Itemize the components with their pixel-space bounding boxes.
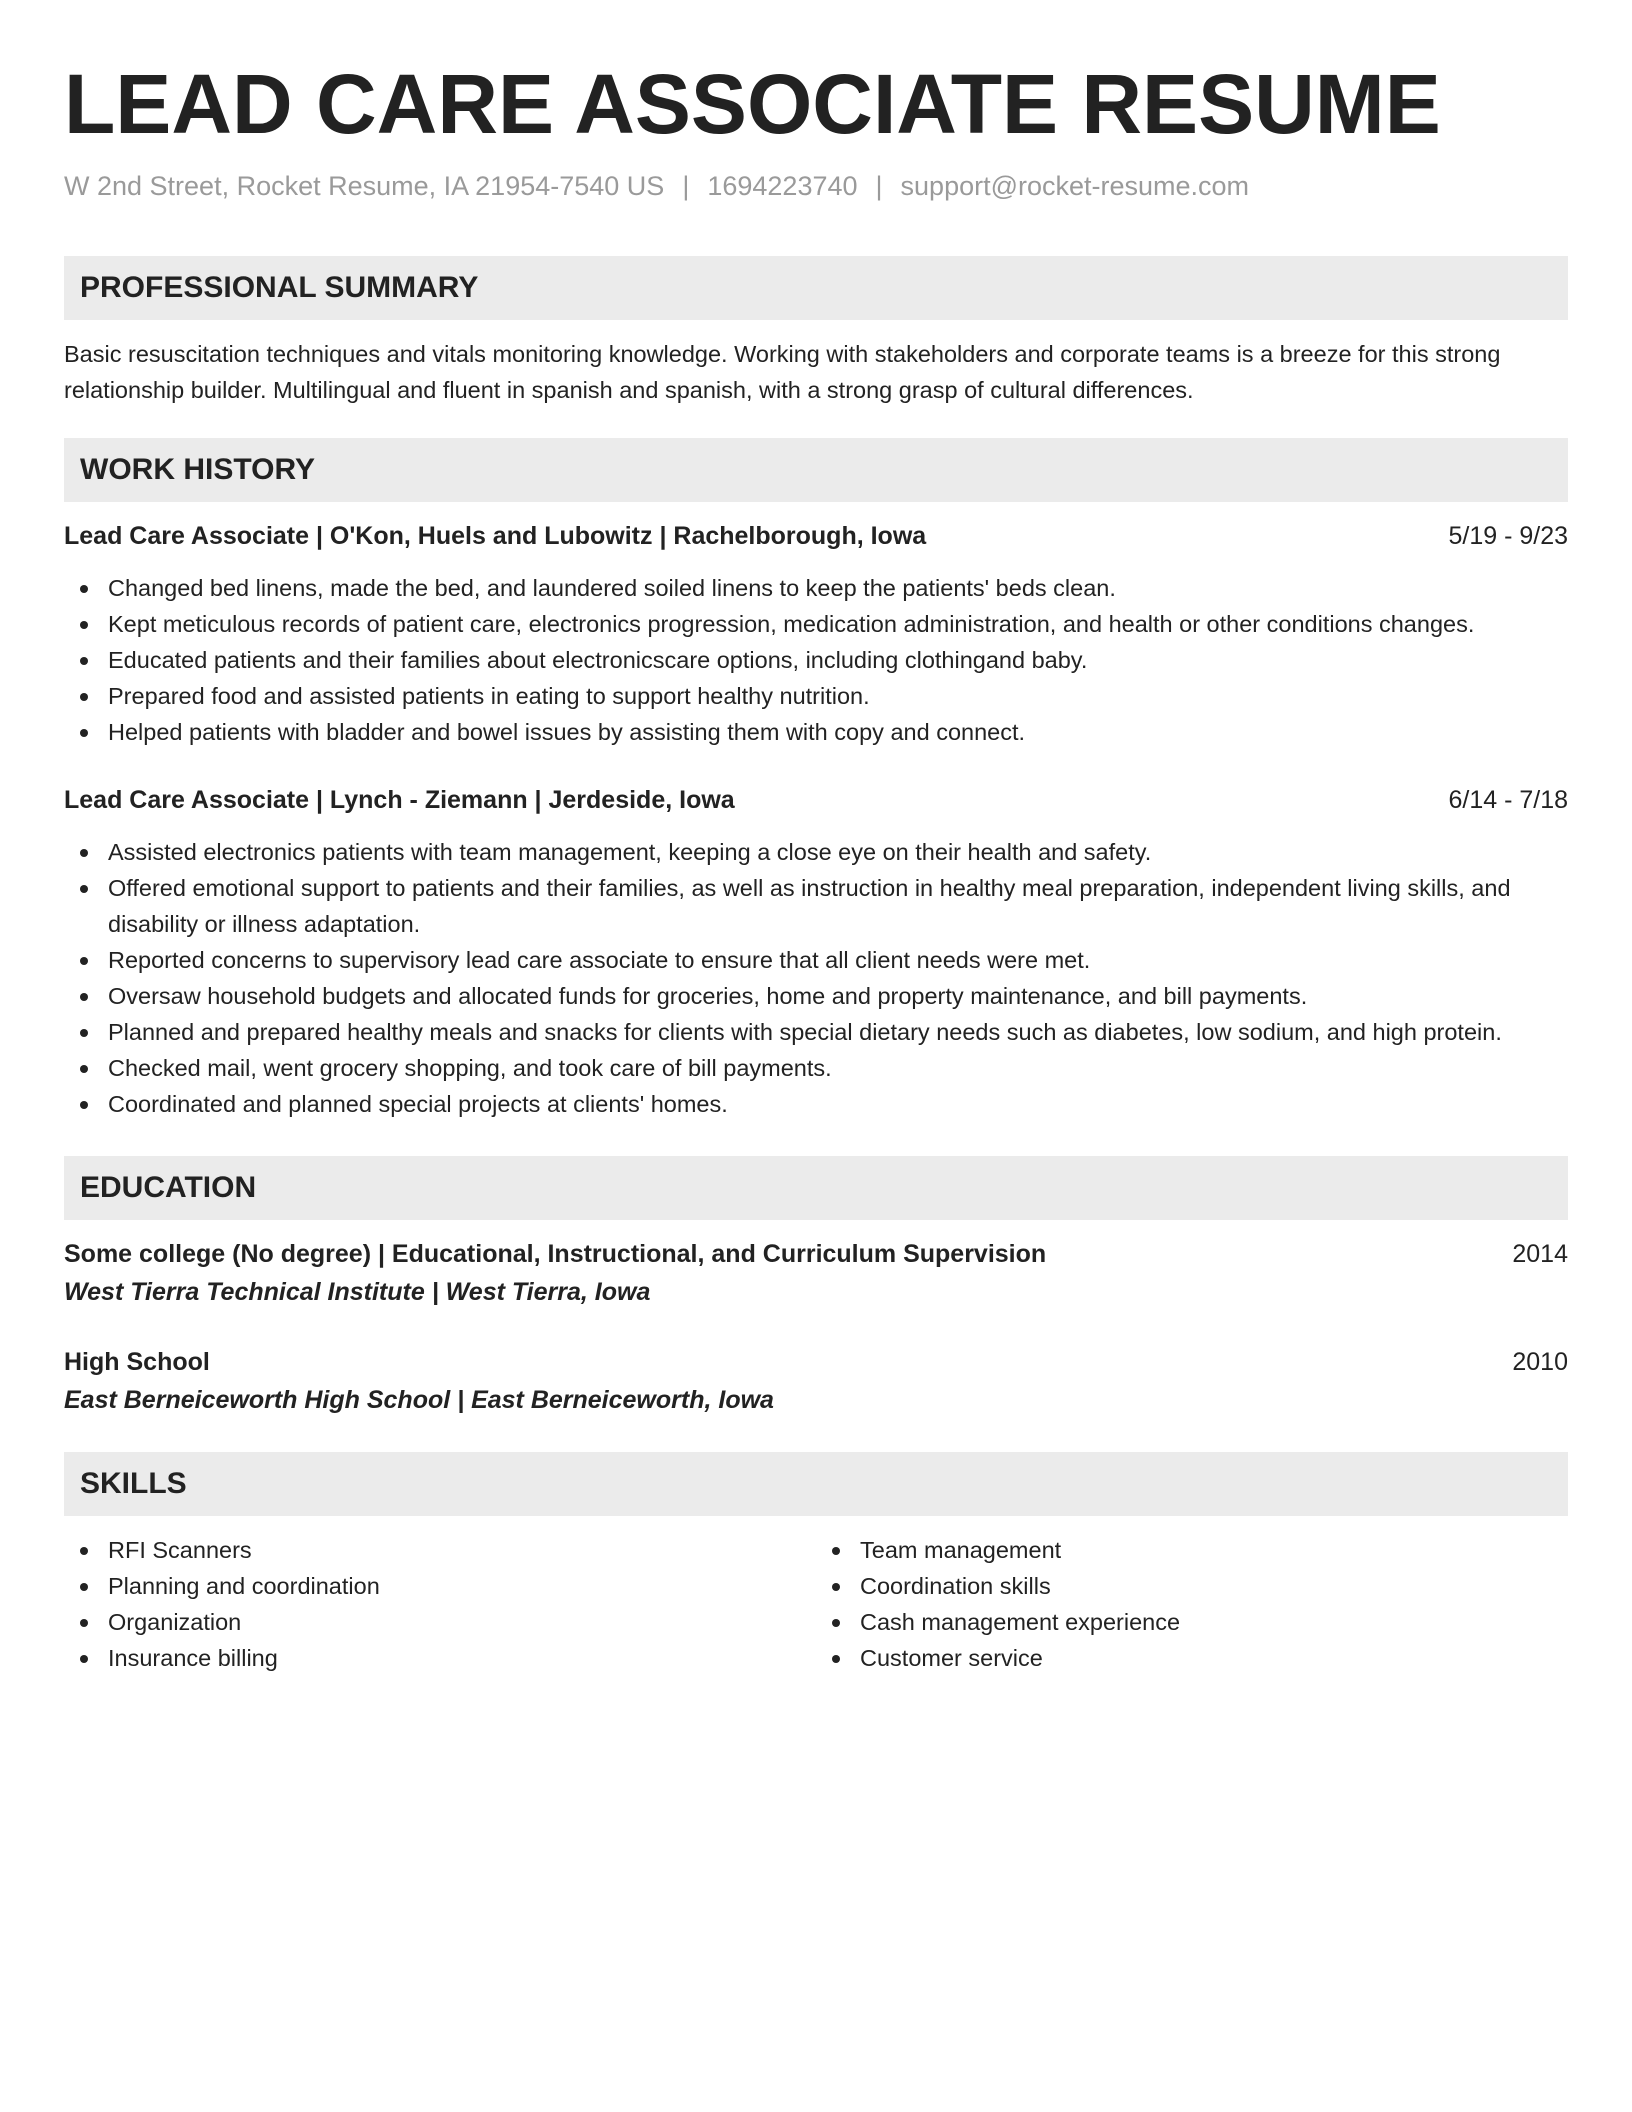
contact-address: W 2nd Street, Rocket Resume, IA 21954-7540 US <box>64 171 665 201</box>
list-item: Prepared food and assisted patients in eating to support healthy nutrition. <box>64 678 1568 714</box>
job-duties <box>64 570 1568 750</box>
list-item: Customer service <box>816 1640 1568 1676</box>
education-year: 2010 <box>1512 1348 1568 1376</box>
list-item: Helped patients with bladder and bowel issues by assisting them with copy and connect. <box>64 714 1568 750</box>
education-entry <box>64 1344 1568 1418</box>
contact-phone[interactable]: 1694223740 <box>707 171 858 201</box>
job-title: Lead Care Associate | Lynch - Ziemann | Jerdeside, Iowa <box>64 786 735 814</box>
list-item: Changed bed linens, made the bed, and laundered soiled linens to keep the patients' beds clean. <box>64 570 1568 606</box>
list-item: Reported concerns to supervisory lead care associate to ensure that all client needs were met. <box>64 942 1568 978</box>
job-header <box>64 782 1568 818</box>
list-item: Team management <box>816 1532 1568 1568</box>
education-degree: High School <box>64 1348 210 1376</box>
skills-column-left <box>64 1532 816 1676</box>
contact-separator: | <box>682 171 690 201</box>
skills-column-right <box>816 1532 1568 1676</box>
list-item: Planned and prepared healthy meals and snacks for clients with special dietary needs such as diabetes, low sodium, and high protein. <box>64 1014 1568 1050</box>
job-entry <box>64 782 1568 1122</box>
list-item: Insurance billing <box>64 1640 816 1676</box>
job-title: Lead Care Associate | O'Kon, Huels and Lubowitz | Rachelborough, Iowa <box>64 522 927 550</box>
section-heading-skills: SKILLS <box>64 1452 1568 1516</box>
list-item: Oversaw household budgets and allocated funds for groceries, home and property maintenance, and bill payments. <box>64 978 1568 1014</box>
contact-separator: | <box>875 171 883 201</box>
resume-title: LEAD CARE ASSOCIATE RESUME <box>64 57 1441 151</box>
job-duties <box>64 834 1568 1122</box>
education-header <box>64 1344 1568 1380</box>
list-item: Coordinated and planned special projects at clients' homes. <box>64 1086 1568 1122</box>
education-school: West Tierra Technical Institute | West Tierra, Iowa <box>64 1278 651 1306</box>
education-year: 2014 <box>1512 1240 1568 1268</box>
contact-line <box>64 168 1568 204</box>
education-entry <box>64 1236 1568 1310</box>
section-heading-work-history: WORK HISTORY <box>64 438 1568 502</box>
list-item: RFI Scanners <box>64 1532 816 1568</box>
list-item: Offered emotional support to patients and their families, as well as instruction in healthy meal preparation, independent living skills, and disability or illness adaptation. <box>64 870 1568 942</box>
skills-right-list <box>816 1532 1568 1676</box>
summary-text: Basic resuscitation techniques and vitals monitoring knowledge. Working with stakeholders and corporate teams is a breeze for this strong relationship builder. Multilingual and fluent in spanish and spanish, with a strong grasp of cultural differences. <box>64 341 1501 403</box>
education-header <box>64 1236 1568 1272</box>
list-item: Checked mail, went grocery shopping, and took care of bill payments. <box>64 1050 1568 1086</box>
job-entry <box>64 518 1568 750</box>
education-school: East Berneiceworth High School | East Berneiceworth, Iowa <box>64 1386 774 1414</box>
list-item: Educated patients and their families about electronicscare options, including clothingand baby. <box>64 642 1568 678</box>
job-dates: 6/14 - 7/18 <box>1448 786 1568 814</box>
contact-email[interactable]: support@rocket-resume.com <box>900 171 1250 201</box>
list-item: Organization <box>64 1604 816 1640</box>
section-heading-education: EDUCATION <box>64 1156 1568 1220</box>
education-degree: Some college (No degree) | Educational, Instructional, and Curriculum Supervision <box>64 1240 1047 1268</box>
skills-left-list <box>64 1532 816 1676</box>
list-item: Cash management experience <box>816 1604 1568 1640</box>
skills-list <box>64 1532 1568 1676</box>
list-item: Coordination skills <box>816 1568 1568 1604</box>
list-item: Assisted electronics patients with team management, keeping a close eye on their health and safety. <box>64 834 1568 870</box>
list-item: Planning and coordination <box>64 1568 816 1604</box>
list-item: Kept meticulous records of patient care, electronics progression, medication administration, and health or other conditions changes. <box>64 606 1568 642</box>
job-header <box>64 518 1568 554</box>
section-heading-summary: PROFESSIONAL SUMMARY <box>64 256 1568 320</box>
job-dates: 5/19 - 9/23 <box>1448 522 1568 550</box>
